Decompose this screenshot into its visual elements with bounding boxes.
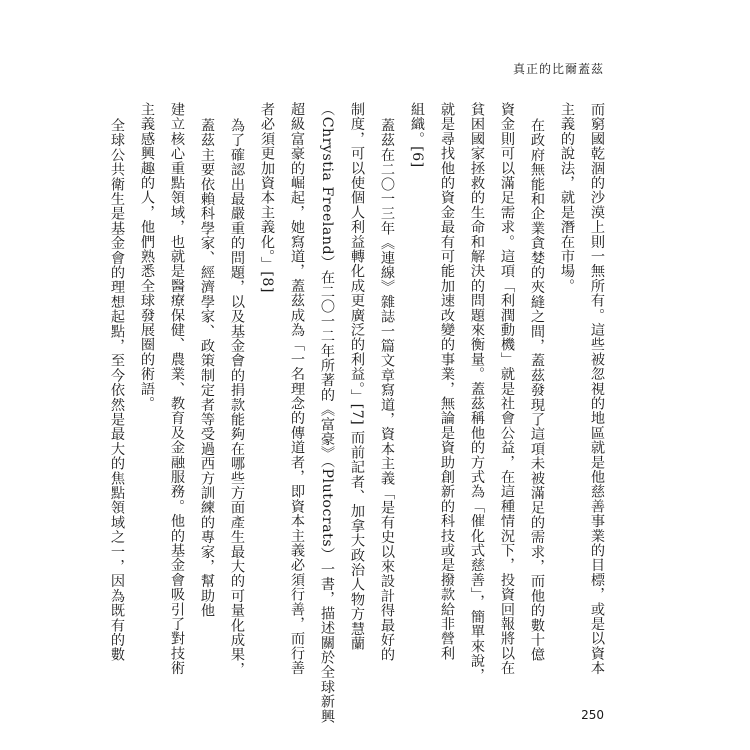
text-column: 蓋茲主要依賴科學家、經濟學家、政策制定者等受過西方訓練的專家，幫助他 — [199, 118, 215, 618]
text-column: 主義感興趣的人，他們熟悉全球發展圈的術語。 — [139, 102, 155, 411]
text-column: 組織。[6] — [409, 102, 425, 168]
text-column: 建立核心重點領域，也就是醫療保健、農業、教育及金融服務。他的基金會吸引了對技術 — [169, 102, 185, 676]
text-column: 主義的說法，就是潛在市場。 — [559, 102, 575, 294]
page-number: 250 — [581, 708, 604, 722]
text-column: 者必須更加資本主義化。」[8] — [259, 102, 275, 293]
text-column: 而窮國乾涸的沙漠上則一無所有。這些被忽視的地區就是他慈善事業的目標，或是以資本 — [589, 102, 605, 676]
text-column: 為了確認出最嚴重的問題，以及基金會的捐款能夠在哪些方面產生最大的可量化成果， — [229, 118, 245, 677]
text-column: 超級富豪的崛起，她寫道，蓋茲成為「一名理念的傳道者，即資本主義必須行善，而行善 — [289, 102, 305, 676]
text-column: 資金則可以滿足需求。這項「利潤動機」就是社會公益，在這種情況下，投資回報將以在 — [499, 102, 515, 676]
text-column: 蓋茲在二〇一三年《連線》雜誌一篇文章寫道，資本主義「是有史以來設計得最好的 — [379, 118, 395, 662]
text-column: 貧困國家拯救的生命和解決的問題來衡量。蓋茲稱他的方式為「催化式慈善」，簡單來說， — [469, 102, 485, 683]
text-column: 制度，可以使個人利益轉化成更廣泛的利益。」[7] 而前記者、加拿大政治人物方慧蘭 — [349, 102, 365, 651]
text-column: 就是尋找他的資金最有可能加速改變的事業，無論是資助創新的科技或是撥款給非營利 — [439, 102, 455, 661]
text-column: 在政府無能和企業貪婪的夾縫之間，蓋茲發現了這項未被滿足的需求，而他的數十億 — [529, 118, 545, 662]
running-header: 真正的比爾蓋茲 — [512, 62, 604, 76]
text-column: 全球公共衛生是基金會的理想起點，至今依然是最大的焦點領域之一，因為既有的數 — [109, 118, 125, 662]
text-column: （Chrystia Freeland）在二〇一二年所著的《富豪》（Plutocrats）一書，描述關於全球新興 — [319, 102, 335, 724]
